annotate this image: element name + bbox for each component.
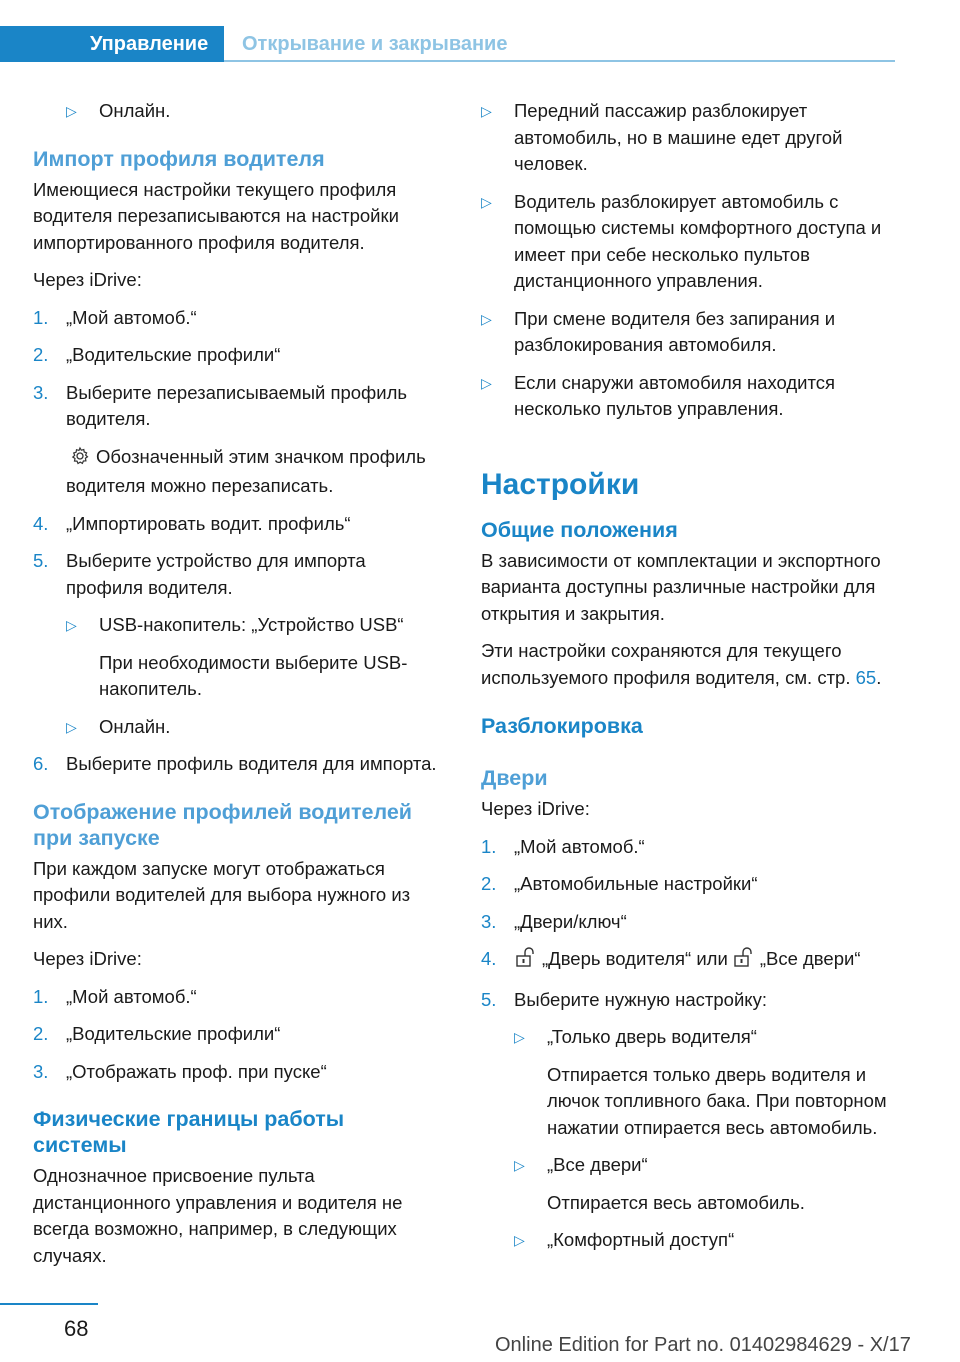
triangle-bullet-icon: ▷ xyxy=(66,617,77,633)
note-text: Отпирается только дверь водителя и лючок топливного бака. При повторном нажатии отпирается весь автомобиль. xyxy=(547,1063,887,1138)
step-number: 5. xyxy=(481,988,497,1010)
step-number: 1. xyxy=(33,985,49,1007)
step-text: „Автомобильные настройки“ xyxy=(514,873,758,894)
triangle-bullet-icon: ▷ xyxy=(481,374,492,391)
footer-divider xyxy=(0,1303,98,1305)
list-item xyxy=(33,714,443,741)
note-text: При необходимости выберите USB-накопитель. xyxy=(99,651,408,699)
step-number: 3. xyxy=(33,1060,49,1082)
list-item xyxy=(481,946,899,976)
step-number: 3. xyxy=(481,910,497,932)
step-number: 2. xyxy=(33,1023,49,1044)
list-item xyxy=(33,548,443,601)
bullet-text: Если снаружи автомобиля находится несколько пультов управления. xyxy=(514,371,836,419)
list-item xyxy=(33,380,443,433)
page-link[interactable]: 65 xyxy=(855,666,877,688)
section-tab-inactive: Открывание и закрывание xyxy=(242,33,508,55)
idrive-label: Через iDrive: xyxy=(481,798,590,819)
step-number: 3. xyxy=(33,381,49,403)
bullet-note xyxy=(33,650,443,703)
step-text: Выберите профиль водителя для импорта. xyxy=(66,753,437,774)
lock-open-icon xyxy=(514,946,536,976)
step-number: 5. xyxy=(33,550,49,571)
option-text: „Только дверь водителя“ xyxy=(547,1026,757,1047)
list-item xyxy=(481,306,899,359)
left-column xyxy=(33,98,443,1280)
main-heading-settings: Настройки xyxy=(481,467,640,501)
step-text: „Водительские профили“ xyxy=(66,344,281,365)
edition-note: Online Edition for Part no. 01402984629 - X/17 xyxy=(495,1334,911,1356)
bullet-text: При смене водителя без запирания и разблокирования автомобиля. xyxy=(514,307,836,355)
section-heading-unlock: Разблокировка xyxy=(481,714,643,738)
step-note xyxy=(33,444,443,500)
triangle-bullet-icon: ▷ xyxy=(481,310,492,327)
list-item xyxy=(33,751,443,778)
list-item xyxy=(481,871,899,898)
triangle-bullet-icon: ▷ xyxy=(66,103,77,119)
gear-icon xyxy=(70,446,90,474)
step-number: 2. xyxy=(33,344,49,365)
step-text: „Импортировать водит. профиль“ xyxy=(66,512,351,534)
bullet-text: Онлайн. xyxy=(99,715,171,737)
step4-all-text: „Все двери“ xyxy=(759,948,861,969)
step-number: 6. xyxy=(33,753,49,774)
triangle-bullet-icon: ▷ xyxy=(514,1232,525,1248)
option-text: „Все двери“ xyxy=(547,1154,648,1175)
step-text: Выберите перезаписываемый профиль водителя. xyxy=(66,381,408,429)
list-item xyxy=(481,987,899,1014)
option-text: „Комфортный доступ“ xyxy=(547,1229,735,1250)
list-item xyxy=(33,612,443,639)
list-item xyxy=(481,834,899,861)
step-number: 4. xyxy=(33,512,49,534)
triangle-bullet-icon: ▷ xyxy=(481,103,492,119)
list-item xyxy=(33,1021,443,1048)
step-text: „Мой автомоб.“ xyxy=(66,306,197,328)
option-note xyxy=(481,1190,899,1217)
idrive-label: Через iDrive: xyxy=(33,948,142,969)
section-tab-active: Управление xyxy=(0,26,224,62)
list-item xyxy=(481,1227,899,1254)
bullet-text: Водитель разблокирует автомобиль с помощью системы комфортного доступа и имеет при себе несколько пультов дистанционного управления. xyxy=(514,190,882,291)
list-item xyxy=(33,511,443,538)
list-item xyxy=(481,909,899,936)
list-item xyxy=(33,984,443,1011)
note-text: Обозначенный этим значком профиль водителя можно перезаписать. xyxy=(66,445,426,496)
paragraph: Однозначное присвоение пульта дистанционного управления и водителя не всегда возможно, например, в следующих случаях. xyxy=(33,1165,403,1266)
list-item xyxy=(481,98,899,178)
page-header xyxy=(0,26,895,62)
list-item xyxy=(33,342,443,369)
triangle-bullet-icon: ▷ xyxy=(514,1029,525,1045)
bullet-text: Передний пассажир разблокирует автомобиль, но в машине едет другой человек. xyxy=(514,100,843,174)
section-heading-general: Общие положения xyxy=(481,517,678,542)
step-number: 2. xyxy=(481,873,497,894)
list-item xyxy=(481,189,899,295)
step-text: „Отображать проф. при пуске“ xyxy=(66,1060,327,1082)
step-text: „Двери/ключ“ xyxy=(514,910,627,932)
bullet-text: Онлайн. xyxy=(99,100,171,121)
step4-door-text: „Дверь водителя“ или xyxy=(542,948,728,969)
paragraph: Имеющиеся настройки текущего профиля водителя перезаписываются на настройки импортированного профиля водителя. xyxy=(33,178,399,253)
section-heading-limits: Физические границы работы системы xyxy=(33,1107,345,1157)
page-number: 68 xyxy=(64,1316,89,1341)
right-column xyxy=(481,98,899,1265)
section-heading-display: Отображение профилей водителей при запуске xyxy=(33,799,413,850)
header-divider xyxy=(224,60,895,62)
list-item xyxy=(33,98,443,125)
triangle-bullet-icon: ▷ xyxy=(514,1157,525,1173)
step-number: 1. xyxy=(481,835,497,857)
note-text: Отпирается весь автомобиль. xyxy=(547,1191,805,1213)
bullet-text: USB-накопитель: „Устройство USB“ xyxy=(99,614,404,635)
section-heading-doors: Двери xyxy=(481,766,548,790)
option-note xyxy=(481,1062,899,1142)
list-item xyxy=(481,1024,899,1051)
step-text: Выберите нужную настройку: xyxy=(514,988,767,1010)
step-text: „Мой автомоб.“ xyxy=(66,985,197,1007)
list-item xyxy=(33,1059,443,1086)
list-item xyxy=(33,305,443,332)
lock-open-icon xyxy=(732,946,754,976)
step-text: Выберите устройство для импорта профиля водителя. xyxy=(66,550,366,598)
step-text: „Водительские профили“ xyxy=(66,1023,281,1044)
list-item xyxy=(481,1152,899,1179)
step-number: 1. xyxy=(33,306,49,328)
triangle-bullet-icon: ▷ xyxy=(66,718,77,735)
step-number: 4. xyxy=(481,948,497,969)
paragraph: При каждом запуске могут отображаться профили водителей для выбора нужного из них. xyxy=(33,857,411,932)
triangle-bullet-icon: ▷ xyxy=(481,193,492,210)
step-text xyxy=(514,946,899,976)
list-item xyxy=(481,370,899,423)
section-heading-import: Импорт профиля водителя xyxy=(33,146,325,171)
paragraph: В зависимости от комплектации и экспортного варианта доступны различные настройки для открытия и закрытия. xyxy=(481,549,881,624)
paragraph-with-link: Эти настройки сохраняются для текущего используемого профиля водителя, см. стр. 65. xyxy=(481,640,882,688)
step-text: „Мой автомоб.“ xyxy=(514,835,645,857)
idrive-label: Через iDrive: xyxy=(33,269,142,290)
